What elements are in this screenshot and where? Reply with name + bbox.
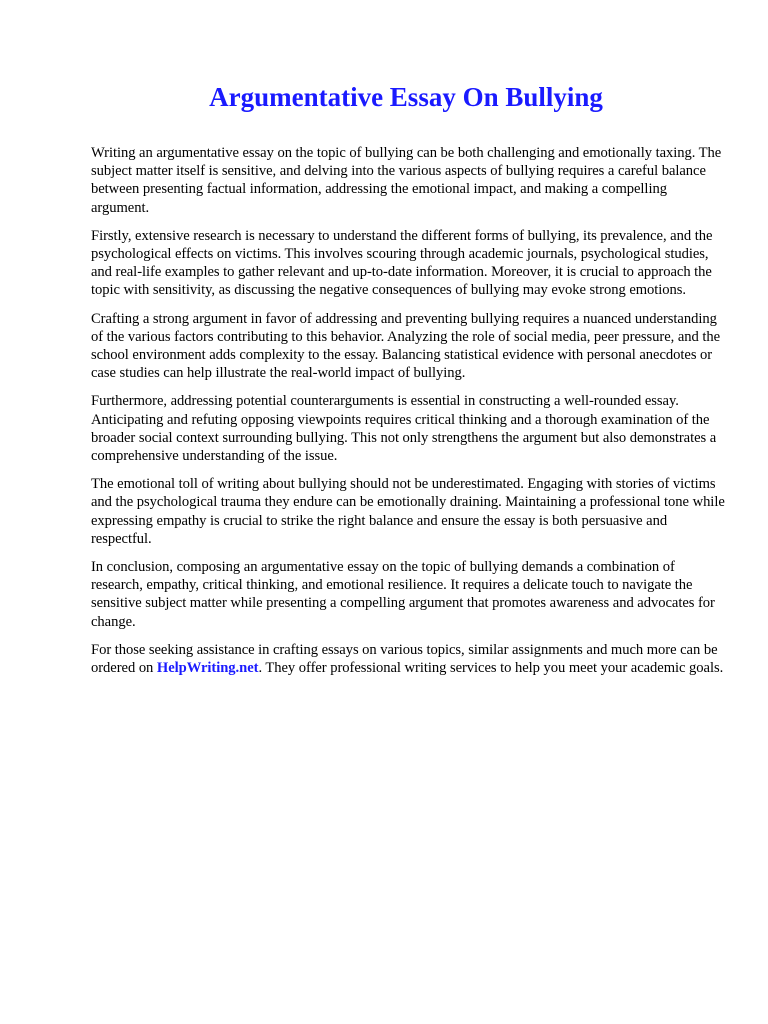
- paragraph-4: Furthermore, addressing potential counterarguments is essential in constructing a well-rounded essay. Anticipating and refuting opposing viewpoints requires critical thinking and a thorough examination of the broader social context surrounding bullying. This not only strengthens the argument but also demonstrates a comprehensive understanding of the issue.: [91, 393, 717, 465]
- closing-paragraph: [91, 641, 727, 677]
- paragraph-1: Writing an argumentative essay on the topic of bullying can be both challenging and emotionally taxing. The subject matter itself is sensitive, and delving into the various aspects of bullying requires a careful balance between presenting factual information, addressing the emotional impact, and making a compelling argument.: [91, 145, 722, 216]
- paragraph-6: In conclusion, composing an argumentative essay on the topic of bullying demands a combination of research, empathy, critical thinking, and emotional resilience. It requires a delicate touch to navigate the sensitive subject matter while presenting a compelling argument that promotes awareness and advocates for change.: [91, 559, 715, 630]
- paragraph-5: The emotional toll of writing about bullying should not be underestimated. Engaging with stories of victims and the psychological trauma they endure can be emotionally draining. Maintaining a professional tone while expressing empathy is crucial to strike the right balance and ensure the essay is both persuasive and respectful.: [91, 476, 725, 547]
- closing-text-after-link: . They offer professional writing services to help you meet your academic goals.: [258, 660, 724, 677]
- paragraph-2: Firstly, extensive research is necessary to understand the different forms of bullying, its prevalence, and the psychological effects on victims. This involves scouring through academic journals, psychological studies, and real-life examples to gather relevant and up-to-date information. Moreover, it is crucial to approach the topic with sensitivity, as discussing the negative consequences of bullying may evoke strong emotions.: [91, 227, 713, 299]
- document-body: [91, 144, 727, 687]
- paragraph-3: Crafting a strong argument in favor of addressing and preventing bullying requires a nuanced understanding of the various factors contributing to this behavior. Analyzing the role of social media, peer pressure, and the school environment adds complexity to the essay. Balancing statistical evidence with personal anecdotes or case studies can help illustrate the real-world impact of bullying.: [91, 310, 721, 382]
- helpwriting-link[interactable]: HelpWriting.net: [156, 660, 259, 677]
- closing-text-before-link: For those seeking assistance in crafting essays on various topics, similar assignments and much more can be ordered on: [91, 641, 718, 677]
- document-title: Argumentative Essay On Bullying: [209, 82, 603, 112]
